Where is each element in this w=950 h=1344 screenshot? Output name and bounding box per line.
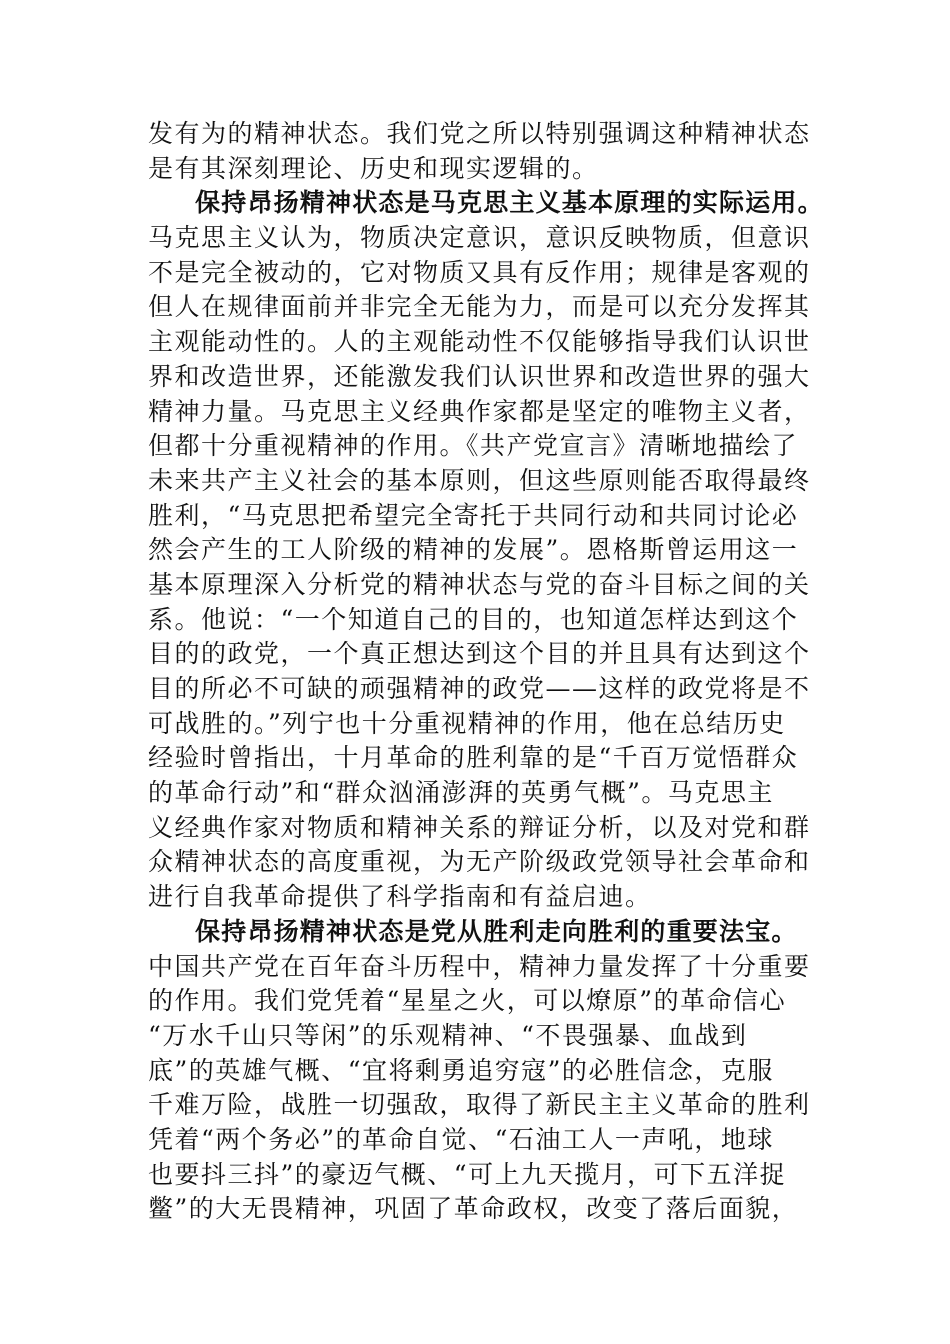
text-line: 也要抖三抖”的豪迈气概、“可上九天揽月，可下五洋捉: [148, 1159, 787, 1189]
text-line: 目的所必不可缺的顽强精神的政党——这样的政党将是不: [148, 674, 811, 703]
text-line: 目的的政党，一个真正想达到这个目的并且具有达到这个: [148, 639, 811, 669]
text-line: 众精神状态的高度重视，为无产阶级政党领导社会革命和: [148, 847, 811, 877]
text-line: 是有其深刻理论、历史和现实逻辑的。: [148, 153, 599, 183]
section-heading: 保持昂扬精神状态是马克思主义基本原理的实际运用。: [195, 188, 824, 218]
text-line: 鳖”的大无畏精神，巩固了革命政权，改变了落后面貌，: [148, 1194, 799, 1224]
text-line: 凭着“两个务必”的革命自觉、“石油工人一声吼，地球: [148, 1124, 774, 1154]
text-line: 基本原理深入分析党的精神状态与党的奋斗目标之间的关: [148, 569, 811, 599]
text-line: 主观能动性的。人的主观能动性不仅能够指导我们认识世: [148, 327, 811, 357]
text-line: 但人在规律面前并非完全无能为力，而是可以充分发挥其: [148, 292, 811, 322]
text-line: 中国共产党在百年奋斗历程中，精神力量发挥了十分重要: [148, 951, 811, 981]
text-line: 进行自我革命提供了科学指南和有益启迪。: [148, 882, 652, 912]
text-line: 千难万险，战胜一切强敌，取得了新民主主义革命的胜利: [148, 1090, 811, 1120]
text-line: 发有为的精神状态。我们党之所以特别强调这种精神状态: [148, 119, 811, 148]
text-line: 界和改造世界，还能激发我们认识世界和改造世界的强大: [148, 361, 811, 391]
text-line: 未来共产主义社会的基本原则，但这些原则能否取得最终: [148, 465, 811, 495]
text-line: 不是完全被动的，它对物质又具有反作用；规律是客观的: [148, 257, 811, 287]
text-line: 马克思主义认为，物质决定意识，意识反映物质，但意识: [148, 223, 811, 253]
text-line: 的作用。我们党凭着“星星之火，可以燎原”的革命信心: [148, 986, 787, 1016]
text-line: “万水千山只等闲”的乐观精神、“不畏强暴、血战到: [148, 1020, 748, 1050]
section-heading: 保持昂扬精神状态是党从胜利走向胜利的重要法宝。: [195, 916, 798, 946]
text-line: 可战胜的。”列宁也十分重视精神的作用，他在总结历史: [148, 708, 786, 738]
text-line: 义经典作家对物质和精神关系的辩证分析，以及对党和群: [148, 812, 811, 842]
text-line: 但都十分重视精神的作用。《共产党宣言》清晰地描绘了: [148, 431, 799, 461]
text-line: 然会产生的工人阶级的精神的发展”。恩格斯曾运用这一: [148, 535, 799, 565]
text-line: 系。他说：“一个知道自己的目的，也知道怎样达到这个: [148, 604, 799, 634]
body-text: [148, 117, 824, 1227]
text-line: 精神力量。马克思主义经典作家都是坚定的唯物主义者，: [148, 396, 811, 426]
text-line: 胜利，“马克思把希望完全寄托于共同行动和共同讨论必: [148, 500, 799, 530]
text-line: 底”的英雄气概、“宜将剩勇追穷寇”的必胜信念，克服: [148, 1055, 774, 1085]
text-line: 经验时曾指出，十月革命的胜利靠的是“千百万觉悟群众: [148, 743, 799, 773]
text-line: 的革命行动”和“群众汹涌澎湃的英勇气概”。马克思主: [148, 778, 774, 808]
